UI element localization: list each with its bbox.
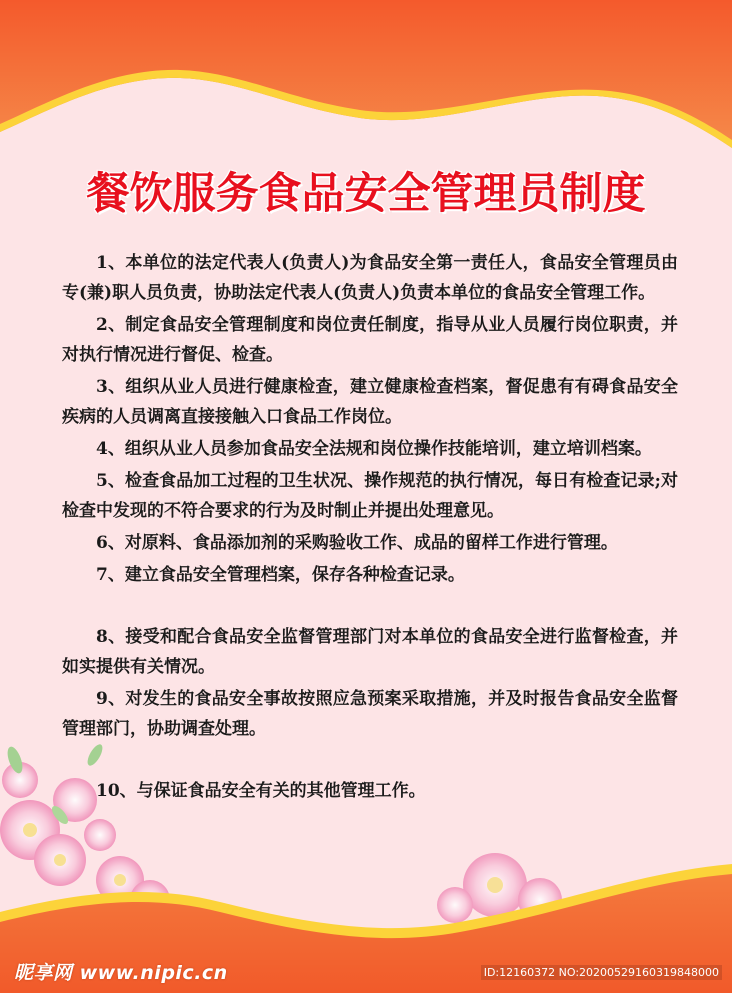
rule-item: 4、组织从业人员参加食品安全法规和岗位操作技能培训，建立培训档案。: [96, 439, 652, 459]
poster-title: 餐饮服务食品安全管理员制度: [86, 169, 646, 219]
rules-list: [62, 248, 678, 808]
rule-item: 5、检查食品加工过程的卫生状况、操作规范的执行情况，每日有检查记录;对检查中发现的不符合要求的行为及时制止并提出处理意见。: [62, 471, 678, 521]
rule-item: 10、与保证食品安全有关的其他管理工作。: [96, 781, 426, 801]
rule-item: 8、接受和配合食品安全监督管理部门对本单位的食品安全进行监督检查，并如实提供有关情况。: [62, 627, 678, 677]
site-watermark: 昵享网 www.nipic.cn: [14, 962, 228, 984]
rule-item: 7、建立食品安全管理档案，保存各种检查记录。: [96, 565, 465, 585]
rule-item: 9、对发生的食品安全事故按照应急预案采取措施，并及时报告食品安全监督管理部门，协助调查处理。: [62, 689, 678, 739]
image-id-watermark: ID:12160372 NO:20200529160319848000: [481, 965, 722, 980]
rule-item: 6、对原料、食品添加剂的采购验收工作、成品的留样工作进行管理。: [96, 533, 618, 553]
rule-item: 3、组织从业人员进行健康检查，建立健康检查档案，督促患有有碍食品安全疾病的人员调离直接接触入口食品工作岗位。: [62, 377, 678, 427]
rule-item: 2、制定食品安全管理制度和岗位责任制度，指导从业人员履行岗位职责，并对执行情况进行督促、检查。: [62, 315, 678, 365]
rule-item: 1、本单位的法定代表人(负责人)为食品安全第一责任人，食品安全管理员由专(兼)职人员负责，协助法定代表人(负责人)负责本单位的食品安全管理工作。: [62, 253, 678, 303]
top-wave-band: [0, 0, 732, 148]
